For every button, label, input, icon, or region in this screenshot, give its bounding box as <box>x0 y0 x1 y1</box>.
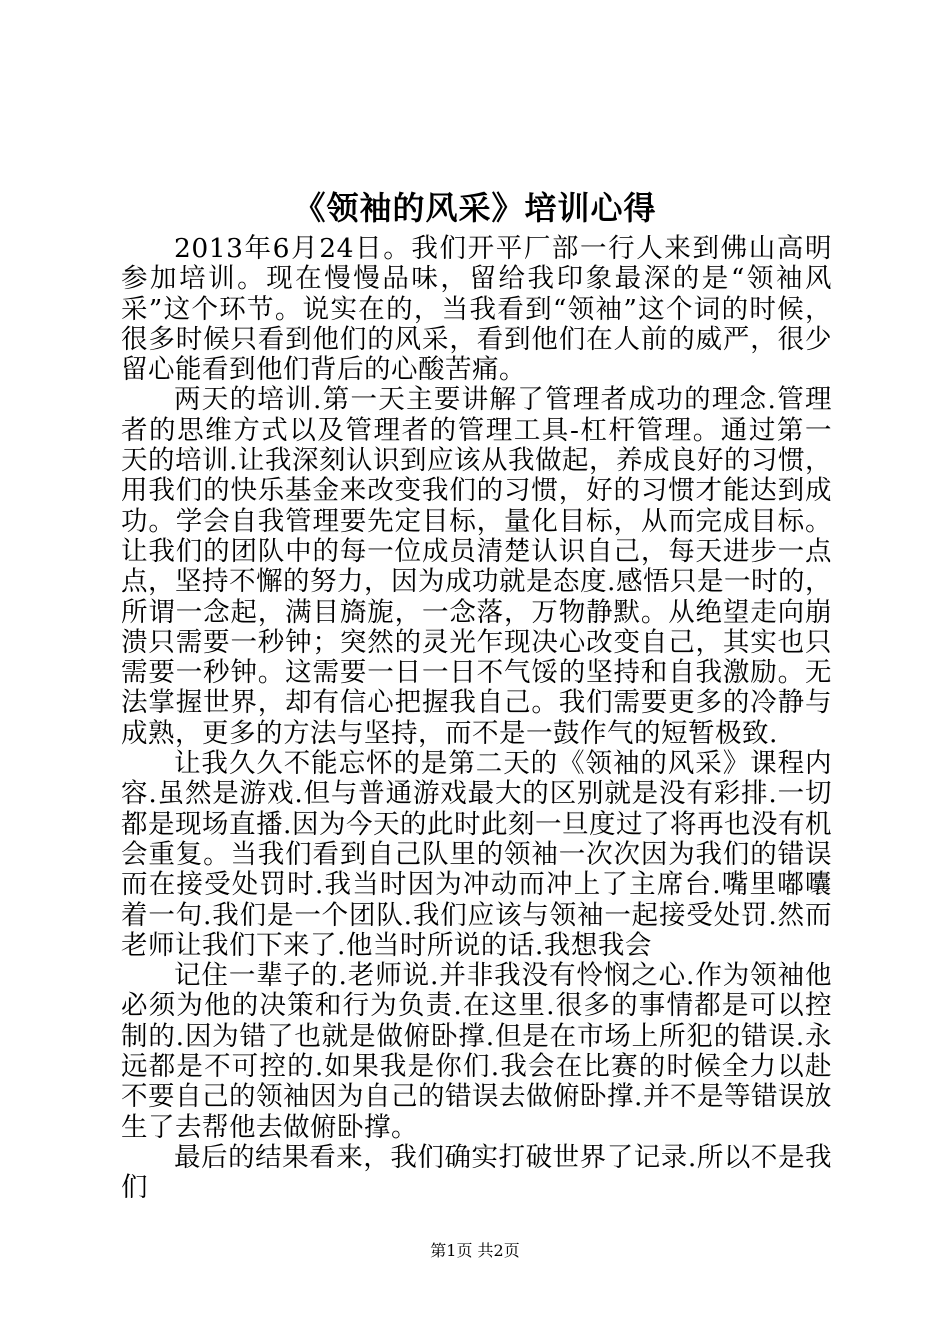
paragraph-3: 让我久久不能忘怀的是第二天的《领袖的风采》课程内容.虽然是游戏.但与普通游戏最大的区别就是没有彩排.一切都是现场直播.因为今天的此时此刻一旦度过了将再也没有机会重复。当我们看到自己队里的领袖一次次因为我们的错误而在接受处罚时.我当时因为冲动而冲上了主席台.嘴里嘟囔着一句.我们是一个团队.我们应该与领袖一起接受处罚.然而老师让我们下来了.他当时所说的话.我想我会 <box>121 748 832 961</box>
paragraph-1: 2013年6月24日。我们开平厂部一行人来到佛山高明参加培训。现在慢慢品味，留给我印象最深的是“领袖风采”这个环节。说实在的，当我看到“领袖”这个词的时候，很多时候只看到他们的风采，看到他们在人前的威严，很少留心能看到他们背后的心酸苦痛。 <box>121 233 832 386</box>
page-footer: 第1页 共2页 <box>430 1241 520 1260</box>
document-title: 《领袖的风采》培训心得 <box>293 189 657 227</box>
paragraph-2: 两天的培训.第一天主要讲解了管理者成功的理念.管理者的思维方式以及管理者的管理工具-杠杆管理。通过第一天的培训.让我深刻认识到应该从我做起，养成良好的习惯，用我们的快乐基金来改变我们的习惯，好的习惯才能达到成功。学会自我管理要先定目标，量化目标，从而完成目标。让我们的团队中的每一位成员清楚认识自己，每天进步一点点，坚持不懈的努力，因为成功就是态度.感悟只是一时的，所谓一念起，满目旖旎，一念落，万物静默。从绝望走向崩溃只需要一秒钟；突然的灵光乍现决心改变自己，其实也只需要一秒钟。这需要一日一日不气馁的坚持和自我激励。无法掌握世界，却有信心把握我自己。我们需要更多的冷静与成熟，更多的方法与坚持，而不是一鼓作气的短暂极致. <box>121 384 832 749</box>
document-body <box>121 234 832 1204</box>
paragraph-5: 最后的结果看来，我们确实打破世界了记录.所以不是我们 <box>121 1141 832 1204</box>
paragraph-4: 记住一辈子的.老师说.并非我没有怜悯之心.作为领袖他必须为他的决策和行为负责.在这里.很多的事情都是可以控制的.因为错了也就是做俯卧撑.但是在市场上所犯的错误.永远都是不可控的.如果我是你们.我会在比赛的时候全力以赴不要自己的领袖因为自己的错误去做俯卧撑.并不是等错误放生了去帮他去做俯卧撑。 <box>121 960 832 1143</box>
